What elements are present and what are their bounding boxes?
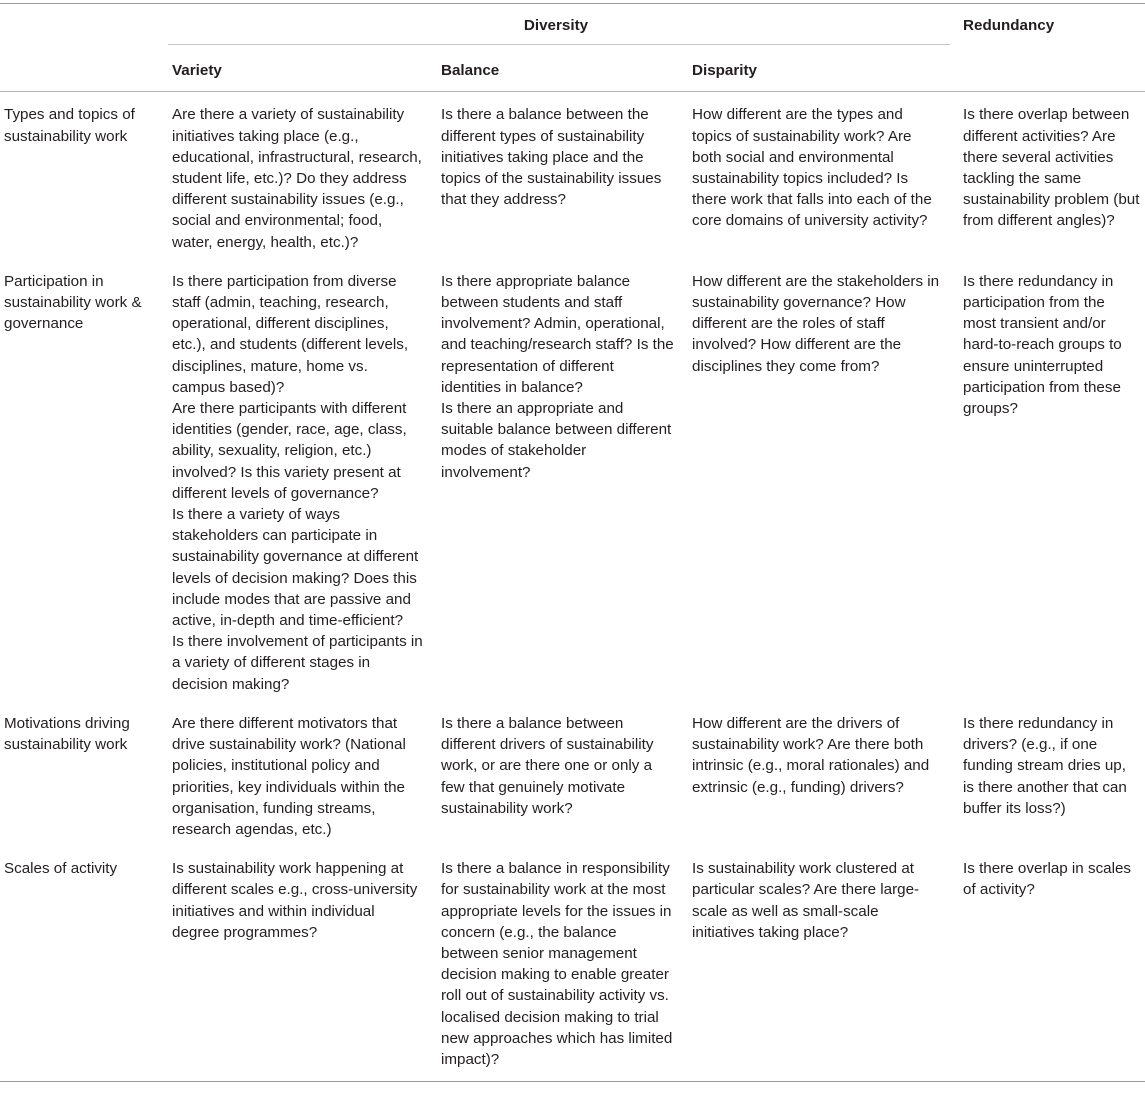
cell-paragraph: Are there different motivators that drive sustainability work? (National policies, institutional policy and priorities, key individuals within the organisation, funding streams, research agendas, etc.): [172, 714, 406, 838]
cell-paragraph: Is there redundancy in drivers? (e.g., if one funding stream dries up, is there another that can buffer its loss?): [963, 714, 1127, 817]
cell-variety: [168, 260, 437, 702]
cell-disparity: [688, 702, 958, 847]
cell-balance: [437, 702, 688, 847]
cell-balance: [437, 847, 688, 1082]
cell-redundancy: [958, 260, 1145, 702]
table-body: [0, 92, 1145, 1082]
cell-paragraph: How different are the stakeholders in sustainability governance? How different are the roles of staff involved? How different are the disciplines they come from?: [692, 272, 940, 375]
resilience-framework-table: [0, 3, 1145, 1082]
cell-redundancy: [958, 847, 1145, 1082]
header-disparity: Disparity: [688, 51, 958, 92]
table-row: [0, 92, 1145, 260]
cell-variety: [168, 92, 437, 260]
cell-paragraph: Is there redundancy in participation from the most transient and/or hard-to-reach groups to ensure uninterrupted participation from these groups?: [963, 272, 1122, 418]
table-row: [0, 702, 1145, 847]
row-label: Scales of activity: [0, 847, 168, 1082]
header-corner-sub: [0, 51, 168, 92]
diversity-underline: [168, 44, 950, 45]
row-label: Types and topics of sustainability work: [4, 106, 135, 145]
cell-variety: [168, 847, 437, 1082]
header-variety: Variety: [168, 51, 437, 92]
cell-balance: [437, 260, 688, 702]
cell-redundancy: [958, 702, 1145, 847]
cell-paragraph: Is there a balance between the different types of sustainability initiatives taking place and the topics of the sustainability issues that they address?: [441, 106, 662, 209]
row-label: Motivations driving sustainability work: [4, 714, 130, 754]
cell-paragraph: Is there a variety of ways stakeholders can participate in sustainability governance at different levels of decision making? Does this include modes that are passive and active, in-depth and time-efficient?: [172, 506, 419, 630]
header-diversity-label: Diversity: [523, 17, 589, 34]
cell-balance: [437, 92, 688, 260]
cell-paragraph: Is sustainability work happening at different scales e.g., cross-university initiatives and within individual degree programmes?: [172, 860, 418, 941]
cell-paragraph: Is there an appropriate and suitable balance between different modes of stakeholder involvement?: [441, 400, 672, 481]
header-corner: [0, 4, 168, 52]
cell-paragraph: Is there a balance in responsibility for sustainability work at the most appropriate levels for the issues in concern (e.g., the balance between senior management decision making to enable greater roll out of sustainability activity vs. localised decision making to trial new approaches which has limited impact)?: [441, 860, 673, 1068]
cell-disparity: [688, 847, 958, 1082]
table-row: [0, 260, 1145, 702]
cell-paragraph: How different are the drivers of sustainability work? Are there both intrinsic (e.g., moral rationales) and extrinsic (e.g., funding) drivers?: [692, 714, 930, 796]
table-row: [0, 847, 1145, 1082]
cell-paragraph: Is sustainability work clustered at particular scales? Are there large-scale as well as small-scale initiatives taking place?: [692, 860, 920, 941]
cell-redundancy: [958, 92, 1145, 260]
header-diversity: [168, 4, 958, 52]
cell-paragraph: Are there a variety of sustainability initiatives taking place (e.g., educational, infrastructural, research, student life, etc.)? Do they address different sustainability issues (e.g., social and environmental; food, water, energy, health, etc.)?: [172, 106, 422, 251]
header-redundancy: Redundancy: [958, 4, 1145, 92]
cell-paragraph: How different are the types and topics of sustainability work? Are both social and environmental sustainability topics included? Is there work that falls into each of the core domains of university activity?: [692, 106, 932, 230]
cell-paragraph: Is there appropriate balance between students and staff involvement? Admin, operational, and teaching/research staff? Is the representation of different identities in balance?: [441, 272, 674, 396]
cell-paragraph: Is there a balance between different drivers of sustainability work, or are there one or only a few that genuinely motivate sustainability work?: [441, 714, 654, 817]
header-row-top: [0, 4, 1145, 52]
cell-paragraph: Is there involvement of participants in a variety of different stages in decision making?: [172, 633, 423, 693]
cell-paragraph: Is there overlap in scales of activity?: [963, 860, 1132, 899]
cell-disparity: [688, 92, 958, 260]
cell-variety: [168, 702, 437, 847]
cell-disparity: [688, 260, 958, 702]
cell-paragraph: Is there participation from diverse staff (admin, teaching, research, operational, different disciplines, etc.), and students (different levels, disciplines, mature, home vs. campus based)?: [172, 272, 409, 396]
row-label: Participation in sustainability work & governance: [4, 272, 142, 333]
header-balance: Balance: [437, 51, 688, 92]
cell-paragraph: Is there overlap between different activities? Are there several activities tackling the same sustainability problem (but from different angles)?: [963, 106, 1140, 230]
cell-paragraph: Are there participants with different identities (gender, race, age, class, ability, sexuality, religion, etc.) involved? Is this variety present at different levels of governance?: [172, 400, 407, 502]
